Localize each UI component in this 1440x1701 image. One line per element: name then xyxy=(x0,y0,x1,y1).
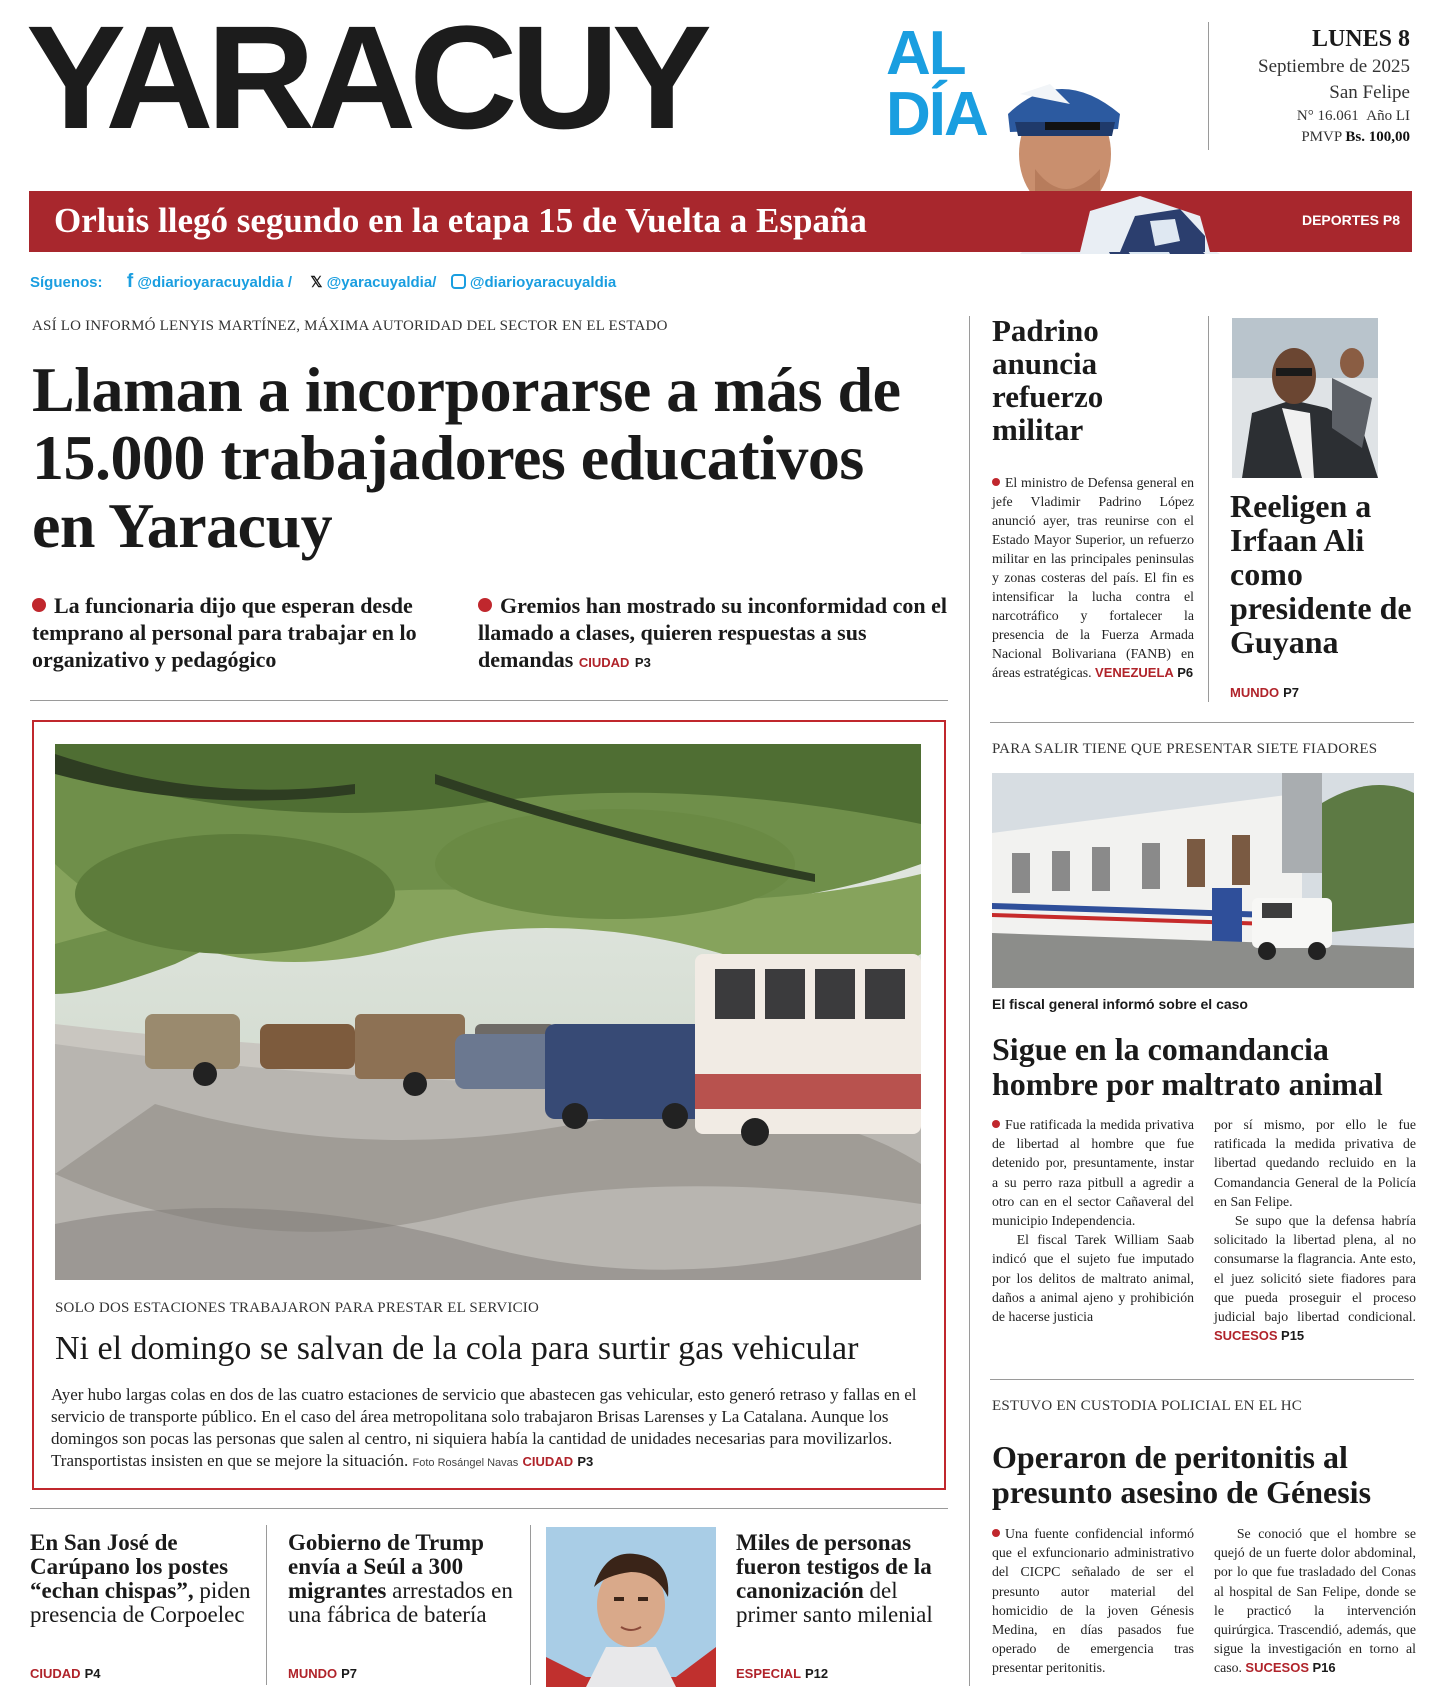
padrino-body-text: El ministro de Defensa general en jefe Vladimir Padrino López anunció ayer, tras reunirse con el Estado Mayor Superior, un refuerzo militar en las principales peninsulas y zonas costeras del país. El fin es intensificar la lucha contra el narcotráfico y fortalecer la presencia de la Fuerza Armada Nacional Bolivariana (FANB) en áreas estratégicas. xyxy=(992,475,1194,680)
bottom-item-3-section[interactable]: ESPECIAL xyxy=(736,1666,802,1681)
genesis-col-2 xyxy=(1214,1524,1416,1678)
animal-photo-caption: El fiscal general informó sobre el caso xyxy=(992,996,1248,1012)
bottom-item-1-section[interactable]: CIUDAD xyxy=(30,1666,81,1681)
masthead-subtitle-dia: DÍA xyxy=(886,80,987,149)
bottom-item-2-section[interactable]: MUNDO xyxy=(288,1666,338,1681)
bottom-item-2-bold: Gobierno de Trump envía a Seúl a 300 migrantes xyxy=(288,1530,484,1603)
masthead-issue xyxy=(1297,108,1410,125)
gas-body-text: Ayer hubo largas colas en dos de las cuatro estaciones de servicio que abastecen gas vehicular, esto generó retraso y fallas en el servicio de transporte público. En el caso del área metropolitana solo trabajaron Brisas Larenses y La Catalana. Aunque los domingos son pocas las personas que salen al centro, ni siquiera había la cantidad de unidades necesarias para movilizarlos. Transportistas insisten en que se mejore la situación. xyxy=(51,1385,917,1470)
banner-headline[interactable]: Orluis llegó segundo en la etapa 15 de Vuelta a España xyxy=(54,201,867,240)
bullet-dot-icon xyxy=(992,478,1000,486)
irfaan-ali-photo[interactable] xyxy=(1232,318,1378,478)
masthead-day: LUNES 8 xyxy=(1311,26,1410,52)
gas-photo-credit: Foto Rosángel Navas xyxy=(412,1457,519,1469)
lead-bullet-1 xyxy=(32,592,462,673)
animal-col-2 xyxy=(1214,1115,1416,1345)
gas-body xyxy=(51,1384,927,1474)
genesis-section[interactable]: SUCESOS xyxy=(1245,1660,1309,1676)
padrino-page[interactable]: P6 xyxy=(1177,665,1194,680)
lead-page[interactable]: P3 xyxy=(634,655,651,670)
animal-col-1-p2: El fiscal Tarek William Saab indicó que el sujeto fue imputado por los delitos de maltrato animal, daños a animal ajeno y prohibición de hacerse justicia xyxy=(992,1232,1194,1325)
animal-col-1 xyxy=(992,1115,1194,1326)
lead-headline[interactable]: Llaman a incorporarse a más de 15.000 trabajadores educativos en Yaracuy xyxy=(32,354,901,561)
bottom-item-3-tag xyxy=(736,1665,828,1683)
gas-headline[interactable]: Ni el domingo se salvan de la cola para surtir gas vehicular xyxy=(55,1330,859,1367)
bullet-dot-icon xyxy=(478,598,492,612)
issue-number: N° 16.061 xyxy=(1296,108,1359,124)
bottom-item-carupano[interactable] xyxy=(30,1531,265,1627)
gas-kicker: SOLO DOS ESTACIONES TRABAJARON PARA PRESTAR EL SERVICIO xyxy=(55,1300,539,1316)
masthead-date: Septiembre de 2025 xyxy=(1258,56,1410,77)
animal-page[interactable]: P15 xyxy=(1281,1328,1305,1344)
bullet-dot-icon xyxy=(32,598,46,612)
genesis-col-1 xyxy=(992,1524,1194,1678)
guyana-tag xyxy=(1230,684,1299,702)
genesis-col-1-text: Una fuente confidencial informó que el exfuncionario administrativo del CICPC señalado de ser el presunto autor material del homicidio de la joven Génesis Medina, en días pasados fue operado de emergencia tras presentar peritonitis. xyxy=(992,1526,1194,1676)
masthead-city: San Felipe xyxy=(1329,82,1410,103)
price-value: Bs. 100,00 xyxy=(1345,129,1410,145)
lead-section[interactable]: CIUDAD xyxy=(578,655,630,670)
gas-queue-photo[interactable] xyxy=(55,744,921,1280)
social-x[interactable]: @yaracuyaldia/ xyxy=(326,274,437,291)
bullet-dot-icon xyxy=(992,1120,1000,1128)
instagram-icon xyxy=(451,274,466,289)
animal-col-1-p1: Fue ratificada la medida privativa de libertad al hombre que fue detenido por, presuntamente, instar a su perro raza pitbull a agredir a otro can en el sector Cañaveral del municipio Independencia. xyxy=(992,1117,1194,1229)
masthead-subtitle-al: AL xyxy=(886,19,965,88)
bottom-item-2-tag xyxy=(288,1665,357,1683)
genesis-col-2-text: Se conoció que el hombre se quejó de un fuerte dolor abdominal, por lo que fue trasladado del Conas al hospital de San Felipe, donde se le practicó la intervención quirúrgica. Trascendió, además, que sigue la investigación en torno al caso. xyxy=(1214,1526,1416,1676)
social-label: Síguenos: xyxy=(30,274,103,291)
padrino-headline[interactable]: Padrino anuncia refuerzo militar xyxy=(992,313,1104,447)
gas-page[interactable]: P3 xyxy=(577,1454,594,1469)
guyana-section[interactable]: MUNDO xyxy=(1230,685,1280,700)
bottom-item-3-page[interactable]: P12 xyxy=(805,1666,829,1681)
padrino-body xyxy=(992,473,1194,682)
facebook-icon: f xyxy=(126,271,134,292)
padrino-section[interactable]: VENEZUELA xyxy=(1095,665,1174,680)
bottom-item-3-light: del primer santo milenial xyxy=(736,1578,933,1627)
genesis-page[interactable]: P16 xyxy=(1312,1660,1336,1676)
genesis-kicker: ESTUVO EN CUSTODIA POLICIAL EN EL HC xyxy=(992,1398,1302,1414)
lead-kicker: ASÍ LO INFORMÓ LENYIS MARTÍNEZ, MÁXIMA AUTORIDAD DEL SECTOR EN EL ESTADO xyxy=(32,318,668,334)
saint-portrait-photo[interactable] xyxy=(546,1527,716,1687)
bottom-item-1-page[interactable]: P4 xyxy=(84,1666,101,1681)
guyana-page[interactable]: P7 xyxy=(1283,685,1300,700)
lead-bullet-2 xyxy=(478,592,948,676)
bottom-item-1-light: piden presencia de Corpoelec xyxy=(30,1578,251,1627)
bottom-item-2-light: arrestados en una fábrica de batería xyxy=(288,1578,513,1627)
animal-headline[interactable]: Sigue en la comandancia hombre por maltrato animal xyxy=(992,1031,1383,1102)
bottom-item-1-bold: En San José de Carúpano los postes “echan chispas”, xyxy=(30,1530,229,1603)
animal-section[interactable]: SUCESOS xyxy=(1214,1328,1278,1344)
issue-year: Año LI xyxy=(1366,108,1410,124)
bottom-item-2-page[interactable]: P7 xyxy=(341,1666,358,1681)
genesis-headline[interactable]: Operaron de peritonitis al presunto asesino de Génesis xyxy=(992,1439,1372,1510)
bottom-item-1-tag xyxy=(30,1665,100,1683)
animal-col-2-p2: Se supo que la defensa habría solicitado la libertad plena, al no consumarse la flagrancia. Ante esto, el juez solicitó siete fiadores para que pueda proseguir el proceso judicial bajo libertad condicional. xyxy=(1214,1213,1416,1325)
lead-bullet-2-text: Gremios han mostrado su inconformidad con el llamado a clases, quieren respuestas a sus demandas xyxy=(478,593,947,672)
guyana-headline[interactable]: Reeligen a Irfaan Ali como presidente de Guyana xyxy=(1230,488,1412,660)
cyclist-jersey xyxy=(1080,191,1210,252)
animal-col-2-p1: por sí mismo, por ello le fue ratificada la medida privativa de libertad quedando recluido en la Comandancia General de la Policía en San Felipe. xyxy=(1214,1117,1416,1209)
lead-bullet-1-text: La funcionaria dijo que esperan desde temprano al personal para trabajar en lo organizativo y pedagógico xyxy=(32,593,417,672)
animal-kicker: PARA SALIR TIENE QUE PRESENTAR SIETE FIADORES xyxy=(992,741,1378,757)
x-icon: 𝕏 xyxy=(310,274,323,291)
social-instagram[interactable]: @diarioyaracuyaldia xyxy=(469,274,617,291)
masthead-title: YARACUY xyxy=(26,0,705,160)
social-facebook[interactable]: @diarioyaracuyaldia / xyxy=(137,274,293,291)
masthead-price xyxy=(1301,129,1410,146)
bottom-item-trump[interactable] xyxy=(288,1531,528,1627)
price-label: PMVP xyxy=(1301,129,1342,145)
social-bar xyxy=(30,271,616,293)
banner-section[interactable]: DEPORTES P8 xyxy=(1301,212,1400,228)
bottom-item-canonizacion[interactable] xyxy=(736,1531,941,1627)
bottom-item-3-bold: Miles de personas fueron testigos de la canonización xyxy=(736,1530,932,1603)
gas-section[interactable]: CIUDAD xyxy=(522,1454,574,1469)
bullet-dot-icon xyxy=(992,1529,1000,1537)
comandancia-photo[interactable] xyxy=(992,773,1414,988)
